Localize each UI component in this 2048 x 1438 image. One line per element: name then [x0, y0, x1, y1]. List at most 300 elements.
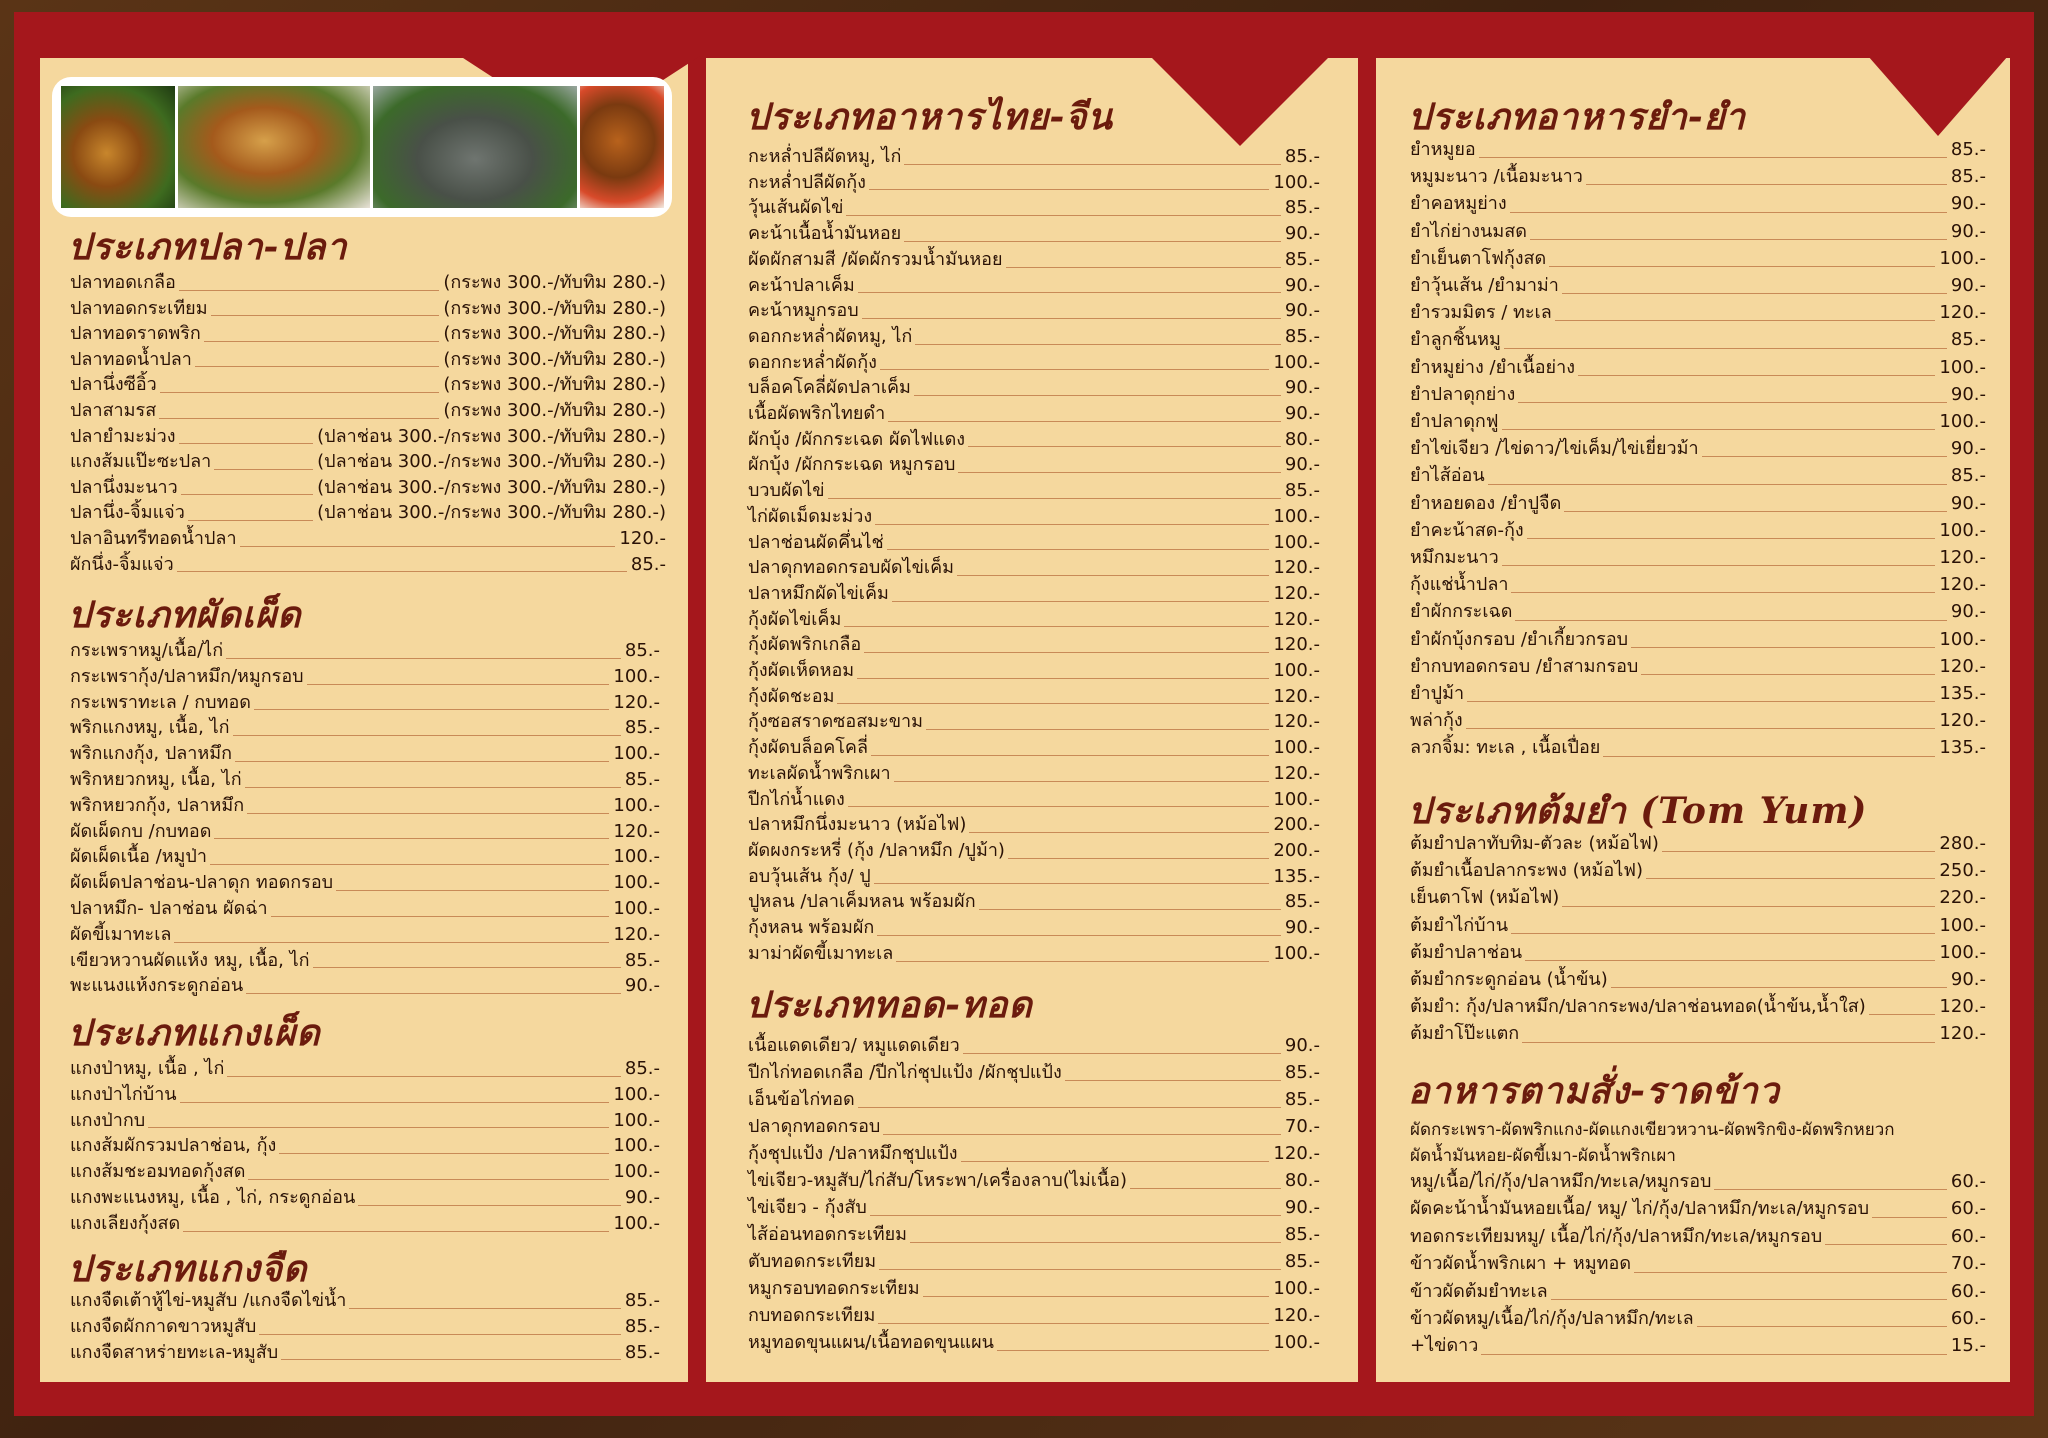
- menu-item-name: ปูหลน /ปลาเค็มหลน พร้อมผัก: [748, 891, 976, 913]
- menu-item: [748, 1275, 1320, 1302]
- dotted-leader: [877, 935, 1281, 936]
- dotted-leader: [246, 993, 621, 994]
- menu-item: [748, 915, 1320, 941]
- menu-item: [70, 1056, 660, 1082]
- menu-item-name: หมูกรอบทอดกระเทียม: [748, 1278, 920, 1299]
- curry-menu-list: [70, 1056, 660, 1237]
- menu-item-price: 100.-: [1939, 628, 1986, 650]
- dotted-leader: [875, 524, 1269, 525]
- menu-item-name: กระเพราทะเล / กบทอด: [70, 691, 251, 713]
- menu-item: [748, 658, 1320, 684]
- menu-item: [70, 296, 666, 322]
- dotted-leader: [179, 290, 440, 291]
- menu-item-price: 90.-: [1950, 193, 1986, 215]
- menu-item: [1410, 653, 1986, 680]
- dotted-leader: [271, 916, 610, 917]
- menu-item: [70, 793, 660, 819]
- menu-item-name: ปลานึ่งซีอิ้ว: [70, 374, 157, 396]
- dotted-leader: [1702, 456, 1947, 457]
- menu-item-name: อบวุ้นเส้น กุ้ง/ ปู: [748, 865, 871, 887]
- menu-item: [1410, 966, 1986, 993]
- menu-item: [748, 812, 1320, 838]
- dotted-leader: [240, 546, 616, 547]
- dotted-leader: [279, 1153, 609, 1154]
- dotted-leader: [259, 1334, 621, 1335]
- menu-item: [1410, 490, 1986, 517]
- menu-item-price: 90.-: [1284, 1197, 1320, 1218]
- dotted-leader: [159, 418, 439, 419]
- section-title-salad: ประเภทอาหารยำ-ยำ: [1408, 96, 1746, 138]
- menu-item: [1410, 1250, 1986, 1277]
- menu-item-name: บล็อคโคลี่ผัดปลาเค็ม: [748, 377, 911, 399]
- onrice-note-line1: ผัดกระเพรา-ผัดพริกแกง-ผัดแกงเขียวหวาน-ผัดพริกขิง-ผัดพริกหยวก: [1410, 1120, 1895, 1140]
- menu-item: [70, 321, 666, 347]
- menu-item-name: ผักนึ่ง-จิ้มแจ่ว: [70, 553, 174, 575]
- dotted-leader: [858, 1107, 1281, 1108]
- dotted-leader: [1611, 987, 1947, 988]
- menu-item-price: 100.-: [613, 1161, 660, 1183]
- dotted-leader: [1662, 851, 1936, 852]
- menu-item-price: 120.-: [1273, 582, 1320, 604]
- menu-item-price: 250.-: [1939, 860, 1986, 882]
- menu-item-price: 120.-: [1273, 1143, 1320, 1164]
- menu-item-price: 100.-: [613, 665, 660, 687]
- dotted-leader: [160, 392, 440, 393]
- menu-item: [1410, 190, 1986, 217]
- dotted-leader: [883, 1134, 1281, 1135]
- menu-item-price: 100.-: [1273, 1278, 1320, 1299]
- menu-item-name: หมูมะนาว /เนื้อมะนาว: [1410, 166, 1583, 188]
- menu-item-price: 90.-: [1284, 300, 1320, 322]
- section-title-stirfry: ประเภทผัดเผ็ด: [68, 594, 302, 636]
- menu-item-price: 85.-: [1284, 891, 1320, 913]
- menu-item-price: 120.-: [613, 820, 660, 842]
- menu-item-name: ยำคะน้าสด-กุ้ง: [1410, 519, 1524, 541]
- dotted-leader: [1481, 1354, 1947, 1355]
- menu-item: [1410, 884, 1986, 911]
- dotted-leader: [307, 684, 610, 685]
- dotted-leader: [248, 1179, 609, 1180]
- menu-item: [70, 948, 660, 974]
- menu-item-price: 100.-: [1939, 941, 1986, 963]
- menu-item-name: ไข่เจียว-หมูสับ/ไก่สับ/โหระพา/เครื่องลาบ(ไม่เนื้อ): [748, 1170, 1128, 1191]
- menu-item-price: 100.-: [613, 1135, 660, 1157]
- menu-item-name: กุ้งชุปแป้ง /ปลาหมึกชุปแป้ง: [748, 1143, 958, 1164]
- menu-item-name: แกงพะแนงหมู, เนื้อ , ไก่, กระดูกอ่อน: [70, 1186, 356, 1208]
- menu-item-name: เนื้อผัดพริกไทยดำ: [748, 403, 886, 425]
- menu-item-price: 120.-: [1939, 1023, 1986, 1045]
- dotted-leader: [963, 1053, 1281, 1054]
- menu-item-price: 120.-: [1939, 996, 1986, 1018]
- menu-item-name: กุ้งผัดไข่เค็ม: [748, 608, 842, 630]
- menu-item-price: 85.-: [1284, 248, 1320, 270]
- menu-item: [748, 1167, 1320, 1194]
- dotted-leader: [878, 1323, 1269, 1324]
- menu-item-price: 85.-: [1284, 1062, 1320, 1083]
- menu-item-name: ต้มยำไก่บ้าน: [1410, 914, 1508, 936]
- menu-item-price: 100.-: [613, 846, 660, 868]
- dotted-leader: [210, 864, 609, 865]
- menu-item: [1410, 1168, 1986, 1195]
- menu-item-price: 70.-: [1950, 1253, 1986, 1275]
- menu-item-name: วุ้นเส้นผัดไข่: [748, 197, 844, 219]
- menu-item-name: ผัดเผ็ดเนื้อ /หมูป่า: [70, 846, 207, 868]
- menu-item: [748, 504, 1320, 530]
- menu-item: [748, 838, 1320, 864]
- menu-item: [748, 221, 1320, 247]
- menu-item: [748, 324, 1320, 350]
- menu-item-price: 90.-: [1950, 601, 1986, 623]
- menu-item-name: มาม่าผัดขี้เมาทะเล: [748, 942, 894, 964]
- dotted-leader: [180, 1102, 610, 1103]
- menu-item-price: 100.-: [1273, 171, 1320, 193]
- dotted-leader: [887, 549, 1270, 550]
- menu-item-price: 90.-: [1950, 969, 1986, 991]
- menu-item: [748, 170, 1320, 196]
- menu-item: [1410, 218, 1986, 245]
- menu-item-name: ปีกไก่ทอดเกลือ /ปีกไก่ชุปแป้ง /ผักชุปแป้ง: [748, 1062, 1062, 1083]
- menu-item-name: ผักบุ้ง /ผักกระเฉด หมูกรอบ: [748, 454, 956, 476]
- menu-item-name: ยำผักบุ้งกรอบ /ยำเกี้ยวกรอบ: [1410, 628, 1629, 650]
- menu-item-price: 120.-: [1273, 557, 1320, 579]
- dotted-leader: [188, 520, 313, 521]
- menu-item: [1410, 830, 1986, 857]
- menu-item-price: 90.-: [1284, 223, 1320, 245]
- menu-item: [1410, 912, 1986, 939]
- menu-item-name: ผัดคะน้าน้ำมันหอยเนื้อ/ หมู/ ไก่/กุ้ง/ปลาหมึก/ทะเล/หมูกรอบ: [1410, 1198, 1870, 1220]
- menu-item: [748, 555, 1320, 581]
- dotted-leader: [1466, 728, 1936, 729]
- menu-item-price: 85.-: [1284, 146, 1320, 167]
- menu-item-name: ทะเลผัดน้ำพริกเผา: [748, 762, 891, 784]
- fried-fish-garnish-photo: [580, 86, 664, 208]
- menu-item: [70, 475, 666, 501]
- menu-item: [748, 1194, 1320, 1221]
- menu-item-name: ยำกบทอดกรอบ /ยำสามกรอบ: [1410, 655, 1639, 677]
- panel-notch-middle: [1150, 56, 1330, 146]
- menu-item: [70, 398, 666, 424]
- menu-item-name: เย็นตาโฟ (หม้อไฟ): [1410, 887, 1560, 909]
- menu-item: [70, 638, 660, 664]
- menu-item: [1410, 680, 1986, 707]
- menu-item-price: 90.-: [1950, 275, 1986, 297]
- dotted-leader: [1527, 538, 1936, 539]
- menu-item-name: ปลาสามรส: [70, 399, 157, 421]
- dotted-leader: [1555, 320, 1936, 321]
- dotted-leader: [846, 215, 1280, 216]
- menu-item: [70, 1340, 660, 1366]
- menu-item-name: ยำลูกชิ้นหมู: [1410, 329, 1501, 351]
- menu-item: [748, 195, 1320, 221]
- dotted-leader: [214, 838, 609, 839]
- dotted-leader: [245, 787, 621, 788]
- menu-item-name: ผักบุ้ง /ผักกระเฉด ผัดไฟแดง: [748, 428, 966, 450]
- dotted-leader: [1872, 1217, 1947, 1218]
- menu-item-name: แกงจืดผักกาดขาวหมูสับ: [70, 1315, 257, 1337]
- menu-item-name: ยำไข่เจียว /ไข่ดาว/ไข่เค็ม/ไข่เยี่ยวม้า: [1410, 438, 1699, 460]
- menu-item-price: 120.-: [1273, 711, 1320, 733]
- menu-item-price: 85.-: [624, 717, 660, 739]
- menu-item-price: 90.-: [1284, 403, 1320, 425]
- menu-item-price: 120.-: [1939, 574, 1986, 596]
- menu-item: [748, 889, 1320, 915]
- menu-item-name: ต้มยำปลาทับทิม-ตัวละ (หม้อไฟ): [1410, 833, 1659, 854]
- menu-item-price: 85.-: [624, 1058, 660, 1079]
- menu-item-price: (ปลาช่อน 300.-/กระพง 300.-/ทับทิม 280.-): [317, 502, 666, 524]
- menu-item-name: ดอกกะหล่ำผัดหมู, ไก่: [748, 325, 913, 347]
- menu-item-price: 90.-: [1284, 917, 1320, 939]
- menu-item-name: ปลาหมึกผัดไข่เค็ม: [748, 582, 889, 604]
- menu-item-price: 100.-: [1273, 737, 1320, 759]
- dotted-leader: [958, 472, 1280, 473]
- menu-item-name: ยำรวมมิตร / ทะเล: [1410, 302, 1552, 324]
- dotted-leader: [869, 189, 1269, 190]
- menu-item-name: คะน้าหมูกรอบ: [748, 300, 859, 322]
- menu-item-price: 85.-: [1284, 197, 1320, 219]
- section-title-curry: ประเภทแกงเผ็ด: [68, 1012, 321, 1054]
- menu-item: [1410, 299, 1986, 326]
- menu-item-name: แกงส้มชะอมทอดกุ้งสด: [70, 1161, 246, 1183]
- menu-item-name: เอ็นข้อไก่ทอด: [748, 1089, 855, 1110]
- dotted-leader: [1502, 429, 1936, 430]
- clearsoup-menu-list: [70, 1288, 660, 1365]
- menu-item-name: เขียวหวานผัดแห้ง หมู, เนื้อ, ไก่: [70, 949, 310, 971]
- menu-item-name: ปลาทอดน้ำปลา: [70, 348, 192, 370]
- dotted-leader: [1646, 878, 1935, 879]
- menu-item-price: 85.-: [1284, 325, 1320, 347]
- dotted-leader: [233, 735, 621, 736]
- menu-item: [1410, 734, 1986, 761]
- dotted-leader: [358, 1205, 621, 1206]
- menu-item-name: ปลาทอดเกลือ: [70, 272, 176, 293]
- menu-item: [1410, 857, 1986, 884]
- menu-item-name: ผัดเผ็ดปลาช่อน-ปลาดุก ทอดกรอบ: [70, 872, 334, 894]
- menu-item: [748, 864, 1320, 890]
- dotted-leader: [1511, 592, 1935, 593]
- dotted-leader: [183, 1231, 609, 1232]
- menu-item-price: 100.-: [1273, 531, 1320, 553]
- menu-item-name: กุ้งผัดชะอม: [748, 685, 835, 707]
- menu-item-price: 100.-: [1273, 788, 1320, 810]
- menu-item-price: 100.-: [613, 897, 660, 919]
- menu-item-name: ต้มยำโป๊ะแตก: [1410, 1023, 1520, 1045]
- dotted-leader: [1634, 1272, 1947, 1273]
- onrice-menu-list: [1410, 1168, 1986, 1360]
- menu-item: [70, 973, 660, 999]
- menu-item: [70, 424, 666, 450]
- menu-item-name: คะน้าปลาเค็ม: [748, 274, 855, 296]
- menu-item-name: พริกหยวกหมู, เนื้อ, ไก่: [70, 768, 242, 790]
- dotted-leader: [871, 755, 1269, 756]
- menu-item: [70, 500, 666, 526]
- menu-item-price: 100.-: [613, 1083, 660, 1105]
- menu-item: [70, 715, 660, 741]
- menu-item: [1410, 544, 1986, 571]
- menu-item-price: 85.-: [1284, 1089, 1320, 1110]
- menu-item-name: ปลาดุกทอดกรอบผัดไข่เค็ม: [748, 557, 954, 579]
- menu-item: [70, 347, 666, 373]
- menu-item-price: 120.-: [1939, 547, 1986, 569]
- menu-item-name: บวบผัดไข่: [748, 480, 825, 502]
- menu-item-name: ปลาช่อนผัดคึ่นไช่: [748, 531, 884, 553]
- menu-item: [748, 298, 1320, 324]
- dotted-leader: [910, 1242, 1281, 1243]
- dotted-leader: [879, 1269, 1281, 1270]
- menu-item-name: กุ้งหลน พร้อมผัก: [748, 917, 875, 939]
- menu-item-name: กบทอดกระเทียม: [748, 1305, 876, 1326]
- menu-item-name: ปลาทอดกระเทียม: [70, 297, 208, 319]
- menu-item: [1410, 1305, 1986, 1332]
- menu-item-price: 85.-: [624, 1290, 660, 1311]
- menu-item-price: 135.-: [1273, 865, 1320, 887]
- menu-item-price: 100.-: [1939, 519, 1986, 541]
- menu-item: [748, 581, 1320, 607]
- menu-item-price: 60.-: [1950, 1171, 1986, 1192]
- dotted-leader: [828, 498, 1281, 499]
- dotted-leader: [181, 494, 313, 495]
- thaichinese-menu-list: [748, 144, 1320, 967]
- dotted-leader: [1631, 647, 1935, 648]
- dotted-leader: [915, 344, 1281, 345]
- menu-item: [70, 741, 660, 767]
- dotted-leader: [214, 469, 313, 470]
- menu-item: [70, 664, 660, 690]
- menu-item-name: ข้าวผัดหมู/เนื้อ/ไก่/กุ้ง/ปลาหมึก/ทะเล: [1410, 1308, 1694, 1330]
- menu-item-name: กระเพราหมู/เนื้อ/ไก่: [70, 640, 224, 661]
- dotted-leader: [349, 1308, 620, 1309]
- menu-item-price: 90.-: [1284, 377, 1320, 399]
- menu-item-price: 120.-: [613, 691, 660, 713]
- menu-item: [748, 787, 1320, 813]
- dotted-leader: [1578, 375, 1935, 376]
- dotted-leader: [862, 318, 1281, 319]
- menu-item-name: ยำหอยดอง /ยำปูจืด: [1410, 492, 1562, 514]
- menu-item-price: 15.-: [1950, 1335, 1986, 1357]
- dotted-leader: [148, 1127, 609, 1128]
- menu-item-price: 90.-: [624, 975, 660, 997]
- menu-item-name: ยำวุ้นเส้น /ยำมาม่า: [1410, 275, 1559, 297]
- menu-item-name: ผัดผักสามสี /ผัดผักรวมน้ำมันหอย: [748, 248, 1003, 270]
- menu-item-price: (ปลาช่อน 300.-/กระพง 300.-/ทับทิม 280.-): [317, 425, 666, 447]
- menu-item-name: ข้าวผัดต้มยำทะเล: [1410, 1280, 1548, 1302]
- dotted-leader: [923, 1296, 1270, 1297]
- tomyum-menu-list: [1410, 830, 1986, 1048]
- menu-item: [748, 375, 1320, 401]
- menu-item-name: แกงป่าหมู, เนื้อ , ไก่: [70, 1058, 225, 1079]
- menu-item-name: ปลาหมึก- ปลาช่อน ผัดฉ่า: [70, 897, 268, 919]
- dotted-leader: [1511, 933, 1935, 934]
- dotted-leader: [1869, 1014, 1936, 1015]
- dotted-leader: [968, 446, 1281, 447]
- menu-item-name: ต้มยำปลาช่อน: [1410, 941, 1523, 963]
- menu-item: [748, 1140, 1320, 1167]
- fried-menu-list: [748, 1032, 1320, 1356]
- menu-item-price: 100.-: [1273, 505, 1320, 527]
- menu-item: [748, 1032, 1320, 1059]
- menu-item: [1410, 136, 1986, 163]
- menu-item: [70, 844, 660, 870]
- menu-item: [1410, 939, 1986, 966]
- dotted-leader: [336, 890, 609, 891]
- menu-item-name: ปลานึ่ง-จิ้มแจ่ว: [70, 502, 185, 524]
- menu-item: [748, 1086, 1320, 1113]
- menu-item-name: หมึกมะนาว: [1410, 547, 1499, 569]
- menu-item: [70, 449, 666, 475]
- dotted-leader: [1641, 674, 1935, 675]
- menu-item-price: 100.-: [613, 794, 660, 816]
- section-title-tomyum: ประเภทต้มยำ (Tom Yum): [1408, 790, 1868, 832]
- dotted-leader: [1562, 906, 1935, 907]
- menu-item-name: ปลาอินทรีทอดน้ำปลา: [70, 527, 237, 549]
- dotted-leader: [1825, 1244, 1947, 1245]
- steamed-fish-bowl-photo: [373, 86, 577, 208]
- menu-item-price: 120.-: [613, 923, 660, 945]
- menu-item: [748, 478, 1320, 504]
- menu-item-name: กะหล่ำปลีผัดกุ้ง: [748, 171, 866, 193]
- dotted-leader: [204, 341, 440, 342]
- grilled-fish-platter-photo: [178, 86, 370, 208]
- menu-item-price: 100.-: [613, 872, 660, 894]
- menu-item-name: ปีกไก่น้ำแดง: [748, 788, 845, 810]
- dotted-leader: [1603, 756, 1935, 757]
- menu-item-name: ปลายำมะม่วง: [70, 425, 176, 447]
- menu-item: [748, 427, 1320, 453]
- dotted-leader: [914, 395, 1281, 396]
- menu-item-name: ยำหมูยอ: [1410, 139, 1476, 160]
- menu-item-price: 90.-: [1284, 1035, 1320, 1056]
- dotted-leader: [880, 369, 1270, 370]
- menu-item-price: (ปลาช่อน 300.-/กระพง 300.-/ทับทิม 280.-): [317, 476, 666, 498]
- menu-item-name: ลวกจิ้ม: ทะเล , เนื้อเปื่อย: [1410, 737, 1601, 759]
- menu-item-name: ยำคอหมูย่าง: [1410, 193, 1507, 215]
- dotted-leader: [1551, 1299, 1947, 1300]
- menu-item-name: ตับทอดกระเทียม: [748, 1251, 877, 1272]
- menu-item: [70, 767, 660, 793]
- menu-item-price: 90.-: [1950, 492, 1986, 514]
- menu-item: [70, 1288, 660, 1314]
- dotted-leader: [888, 421, 1281, 422]
- menu-item: [1410, 707, 1986, 734]
- menu-item-price: 60.-: [1950, 1308, 1986, 1330]
- menu-item-name: แกงป่าไก่บ้าน: [70, 1083, 177, 1105]
- dotted-leader: [979, 909, 1281, 910]
- menu-item: [70, 1133, 660, 1159]
- menu-item: [1410, 272, 1986, 299]
- menu-item: [1410, 408, 1986, 435]
- menu-item: [748, 1059, 1320, 1086]
- menu-item-price: 200.-: [1273, 839, 1320, 861]
- dotted-leader: [1479, 157, 1947, 158]
- menu-item: [748, 607, 1320, 633]
- menu-item-name: ยำปูม้า: [1410, 683, 1465, 705]
- dotted-leader: [1130, 1188, 1281, 1189]
- menu-item-name: พะแนงแห้งกระดูกอ่อน: [70, 975, 244, 997]
- dotted-leader: [254, 709, 609, 710]
- dotted-leader: [1522, 1042, 1935, 1043]
- dotted-leader: [1530, 239, 1947, 240]
- menu-item: [70, 1082, 660, 1108]
- menu-item: [1410, 462, 1986, 489]
- dotted-leader: [870, 1215, 1281, 1216]
- dotted-leader: [1008, 858, 1269, 859]
- menu-item-name: ผัดเผ็ดกบ /กบทอด: [70, 820, 212, 842]
- menu-item-price: 85.-: [624, 640, 660, 661]
- menu-item-name: แกงเลียงกุ้งสด: [70, 1212, 181, 1234]
- menu-item-price: 120.-: [1273, 634, 1320, 656]
- menu-item-price: 90.-: [1284, 454, 1320, 476]
- dotted-leader: [904, 164, 1280, 165]
- menu-item: [70, 270, 666, 296]
